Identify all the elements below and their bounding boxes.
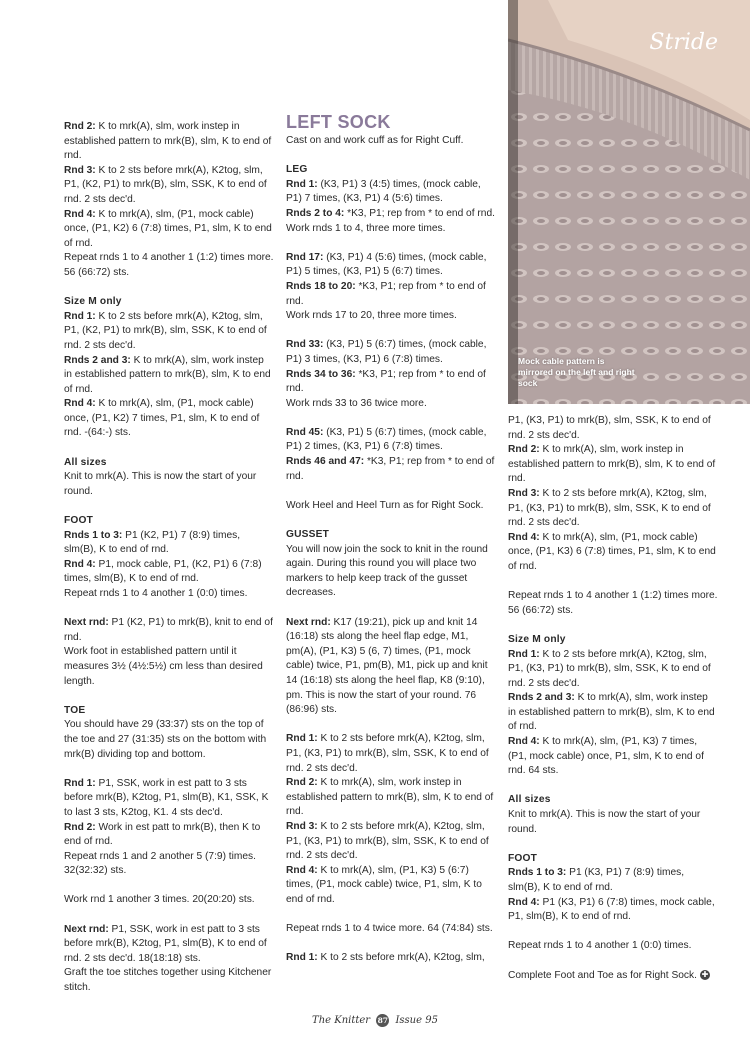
pattern-instruction: [508, 531, 718, 575]
pattern-instruction: [286, 134, 496, 149]
instruction-text: Work rnds 1 to 4, three more times.: [286, 222, 446, 234]
round-label: Rnd 4:: [64, 398, 96, 410]
pattern-instruction: [64, 120, 274, 164]
round-label: Rnd 2:: [508, 444, 540, 456]
pattern-instruction: [508, 735, 718, 779]
round-label: Rnd 3:: [286, 820, 318, 832]
pattern-instruction: [286, 251, 496, 280]
pattern-instruction: [286, 338, 496, 367]
instruction-text: P1, (K3, P1) to mrk(B), slm, SSK, K to end of rnd. 2 sts dec'd.: [508, 415, 711, 441]
instruction-text: P1 (K3, P1) 6 (7:8) times, mock cable, P1, slm(B), K to end of rnd.: [508, 896, 715, 923]
instruction-text: Work Heel and Heel Turn as for Right Sock.: [286, 499, 484, 511]
pattern-instruction: [64, 821, 274, 850]
section-heading: LEG: [286, 164, 308, 176]
round-label: Rnd 1:: [286, 178, 318, 190]
pattern-instruction: [508, 648, 718, 692]
round-label: Rnd 4:: [508, 736, 540, 748]
instruction-text: K to mrk(A), slm, work instep in established pattern to mrk(B), slm, K to end of rnd.: [286, 777, 494, 818]
instruction-text: K to mrk(A), slm, (P1, mock cable) once, (P1, K3) 6 (7:8) times, P1, slm, K to end of rnd.: [508, 531, 716, 572]
paragraph-spacer: [508, 837, 718, 852]
round-label: Rnd 1:: [64, 777, 96, 789]
section-heading: TOE: [64, 704, 86, 716]
instruction-text: K to 2 sts before mrk(A), K2tog, slm, P1, (K3, P1) to mrk(B), slm, SSK, K to end of rnd. 2 sts dec'd.: [508, 487, 711, 529]
round-label: Rnd 4:: [286, 864, 318, 876]
section-heading: All sizes: [508, 794, 551, 806]
issue-number: Issue 95: [395, 1015, 438, 1026]
pattern-instruction: [286, 368, 496, 397]
instruction-text: (K3, P1) 4 (5:6) times, (mock cable, P1) 5 times, (K3, P1) 5 (6:7) times.: [286, 251, 487, 278]
paragraph-spacer: [286, 324, 496, 339]
round-label: Rnd 17:: [286, 251, 324, 263]
instruction-text: (K3, P1) 5 (6:7) times, (mock cable, P1) 3 times, (K3, P1) 6 (7:8) times.: [286, 339, 487, 365]
pattern-instruction: [286, 309, 496, 324]
instruction-text: K to 2 sts before mrk(A), K2tog, slm, P1, (K3, P1) to mrk(B), slm, SSK, K to end of rnd. 2 sts dec'd.: [286, 820, 489, 862]
pattern-instruction: [64, 354, 274, 398]
round-label: Next rnd:: [64, 923, 109, 935]
magazine-name: The Knitter: [312, 1015, 371, 1026]
section-heading: Size M only: [64, 296, 122, 308]
round-label: Next rnd:: [64, 617, 109, 629]
pattern-instruction: [286, 820, 496, 864]
section-heading: GUSSET: [286, 529, 330, 541]
pattern-instruction: [64, 164, 274, 208]
pattern-instruction: [64, 470, 274, 499]
pattern-instruction: [508, 443, 718, 487]
instruction-text: K to mrk(A), slm, work instep in established pattern to mrk(B), slm, K to end of rnd.: [508, 444, 716, 485]
left-sock-heading: LEFT SOCK: [286, 112, 391, 132]
pattern-instruction: [64, 850, 274, 879]
round-label: Rnd 3:: [508, 487, 540, 499]
round-label: Rnd 45:: [286, 426, 324, 438]
photo-caption: Mock cable pattern is mirrored on the left and right sock: [518, 356, 635, 388]
sock-photo-illustration: [508, 0, 750, 404]
instruction-text: P1, SSK, work in est patt to 3 sts before mrk(B), K2tog, P1, slm(B), K to end of rnd. 2 sts dec'd. 18(18:18) sts.: [64, 923, 267, 964]
paragraph-spacer: [508, 954, 718, 969]
instruction-text: Work rnd 1 another 3 times. 20(20:20) sts.: [64, 894, 255, 906]
pattern-instruction: [508, 414, 718, 443]
pattern-instruction: [286, 616, 496, 718]
round-label: Rnd 33:: [286, 339, 324, 351]
paragraph-spacer: [64, 762, 274, 777]
round-label: Rnds 2 and 3:: [64, 354, 131, 366]
instruction-text: P1 (K2, P1) to mrk(B), knit to end of rnd.: [64, 617, 273, 643]
round-label: Rnd 4:: [508, 531, 540, 543]
column-1: [64, 120, 274, 996]
round-label: Rnd 4:: [64, 208, 96, 220]
pattern-instruction: [508, 866, 718, 895]
instruction-text: K17 (19:21), pick up and knit 14 (16:18) sts along the heel flap edge, M1, pm(A), (P1, K3) 5 (6, 7) times, (P1, mock cable) twice, P1, pm(B), M1, pick up and knit 14 (16:18) sts along the heel flap, K8 (9:10), pm. This is now the start of your round. 76 (86:96) sts.: [286, 616, 488, 716]
pattern-instruction: [286, 864, 496, 908]
instruction-text: Work foot in established pattern until it measures 3½ (4½:5½) cm less than desired length.: [64, 646, 263, 687]
instruction-text: (K3, P1) 3 (4:5) times, (mock cable, P1) 7 times, (K3, P1) 4 (5:6) times.: [286, 178, 481, 205]
instruction-text: Complete Foot and Toe as for Right Sock.: [508, 969, 697, 981]
paragraph-spacer: [64, 908, 274, 923]
round-label: Rnds 1 to 3:: [508, 867, 567, 879]
pattern-instruction: [286, 397, 496, 412]
instruction-text: Work in est patt to mrk(B), then K to end of rnd.: [64, 821, 261, 848]
round-label: Rnds 18 to 20:: [286, 280, 356, 292]
instruction-text: K to 2 sts before mrk(A), K2tog, slm, P1, (K2, P1) to mrk(B), slm, SSK, K to end of rnd. 2 sts dec'd.: [64, 164, 267, 205]
instruction-text: Knit to mrk(A). This is now the start of your round.: [508, 809, 701, 835]
paragraph-spacer: [508, 779, 718, 794]
paragraph-spacer: [64, 441, 274, 456]
round-label: Rnds 34 to 36:: [286, 368, 356, 380]
round-label: Rnd 2:: [286, 777, 318, 789]
paragraph-spacer: [64, 602, 274, 617]
section-heading: FOOT: [508, 852, 538, 864]
pattern-instruction: [64, 251, 274, 280]
paragraph-spacer: [286, 601, 496, 616]
pattern-instruction: [286, 543, 496, 601]
instruction-text: *K3, P1; rep from * to end of rnd.: [286, 456, 495, 482]
instruction-text: K to mrk(A), slm, (P1, K3) 7 times, (P1, mock cable) once, P1, slm, K to end of rnd. 64 sts.: [508, 736, 704, 777]
paragraph-spacer: [64, 281, 274, 296]
instruction-text: *K3, P1; rep from * to end of rnd.: [344, 207, 495, 219]
round-label: Rnd 2:: [64, 121, 96, 132]
pattern-instruction: [64, 923, 274, 967]
pattern-instruction: [508, 808, 718, 837]
paragraph-spacer: [286, 149, 496, 164]
instruction-text: You will now join the sock to knit in the round again. During this round you will place two markers to help keep track of the gusset decreases.: [286, 543, 488, 599]
pattern-instruction: [508, 691, 718, 735]
brand-title: Stride: [649, 30, 718, 55]
instruction-text: Graft the toe stitches together using Kitchener stitch.: [64, 967, 272, 994]
pattern-instruction: [64, 893, 274, 908]
instruction-text: Repeat rnds 1 to 4 another 1 (0:0) times.: [508, 940, 692, 952]
round-label: Rnd 2:: [64, 821, 96, 833]
paragraph-spacer: [286, 411, 496, 426]
pattern-instruction: [286, 732, 496, 776]
end-of-pattern-icon: ✚: [701, 969, 709, 979]
pattern-instruction: [64, 616, 274, 645]
paragraph-spacer: [286, 907, 496, 922]
pattern-instruction: [64, 558, 274, 587]
pattern-instruction: [64, 777, 274, 821]
pattern-instruction: [64, 310, 274, 354]
round-label: Rnd 4:: [508, 896, 540, 908]
sock-photo: [508, 0, 750, 404]
pattern-instruction: [286, 426, 496, 455]
pattern-instruction: [286, 207, 496, 222]
paragraph-spacer: [508, 575, 718, 590]
instruction-text: Work rnds 17 to 20, three more times.: [286, 310, 457, 322]
paragraph-spacer: [508, 925, 718, 940]
pattern-instruction: [286, 280, 496, 309]
pattern-instruction: [64, 645, 274, 689]
round-label: Rnd 1:: [286, 733, 318, 745]
instruction-text: P1 (K3, P1) 7 (8:9) times, slm(B), K to end of rnd.: [508, 867, 685, 893]
instruction-text: Repeat rnds 1 to 4 another 1 (1:2) times more. 56 (66:72) sts.: [508, 590, 718, 616]
round-label: Rnds 2 and 3:: [508, 692, 575, 704]
pattern-instruction: [508, 939, 718, 954]
pattern-instruction: [64, 529, 274, 558]
instruction-text: *K3, P1; rep from * to end of rnd.: [286, 280, 486, 307]
pattern-instruction: [286, 455, 496, 484]
instruction-text: Knit to mrk(A). This is now the start of your round.: [64, 471, 257, 497]
pattern-instruction: [286, 178, 496, 207]
pattern-instruction: [286, 951, 496, 966]
instruction-text: *K3, P1; rep from * to end of rnd.: [286, 368, 486, 395]
instruction-text: You should have 29 (33:37) sts on the top of the toe and 27 (31:35) sts on the bottom with mrk(B) dividing top and bottom.: [64, 719, 267, 760]
paragraph-spacer: [64, 499, 274, 514]
paragraph-spacer: [286, 937, 496, 952]
instruction-text: K to mrk(A), slm, work instep in established pattern to mrk(B), slm, K to end of rnd.: [508, 692, 715, 733]
instruction-text: K to 2 sts before mrk(A), K2tog, slm, P1, (K3, P1) to mrk(B), slm, SSK, K to end of rnd. 2 sts dec'd.: [286, 733, 489, 774]
round-label: Rnds 46 and 47:: [286, 456, 365, 468]
pattern-instruction: [508, 969, 718, 984]
column-2: [286, 112, 496, 966]
round-label: Rnd 1:: [508, 648, 540, 660]
round-label: Rnds 2 to 4:: [286, 207, 345, 219]
column-3: [508, 414, 718, 983]
pattern-instruction: [286, 776, 496, 820]
instruction-text: Cast on and work cuff as for Right Cuff.: [286, 135, 464, 146]
pattern-instruction: [286, 922, 496, 937]
pattern-instruction: [64, 587, 274, 602]
paragraph-spacer: [64, 689, 274, 704]
instruction-text: Repeat rnds 1 to 4 twice more. 64 (74:84) sts.: [286, 923, 493, 935]
instruction-text: Repeat rnds 1 to 4 another 1 (0:0) times.: [64, 588, 248, 599]
paragraph-spacer: [286, 236, 496, 251]
pattern-instruction: [64, 208, 274, 252]
instruction-text: Repeat rnds 1 to 4 another 1 (1:2) times more. 56 (66:72) sts.: [64, 252, 274, 278]
paragraph-spacer: [286, 718, 496, 733]
pattern-instruction: [508, 487, 718, 531]
pattern-instruction: [64, 966, 274, 995]
section-heading: All sizes: [64, 456, 107, 468]
instruction-text: K to 2 sts before mrk(A), K2tog, slm,: [317, 952, 485, 964]
pattern-instruction: [508, 589, 718, 618]
instruction-text: P1 (K2, P1) 7 (8:9) times, slm(B), K to end of rnd.: [64, 529, 241, 556]
paragraph-spacer: [508, 618, 718, 633]
instruction-text: (K3, P1) 5 (6:7) times, (mock cable, P1) 2 times, (K3, P1) 6 (7:8) times.: [286, 426, 487, 453]
pattern-instruction: [286, 499, 496, 514]
round-label: Rnd 3:: [64, 164, 96, 176]
instruction-text: K to mrk(A), slm, (P1, K3) 5 (6:7) times, (P1, mock cable) twice, P1, slm, K to end of rnd.: [286, 864, 482, 905]
pattern-instruction: [64, 397, 274, 441]
pattern-instruction: [64, 718, 274, 762]
paragraph-spacer: [286, 513, 496, 528]
instruction-text: K to mrk(A), slm, (P1, mock cable) once, (P1, K2) 6 (7:8) times, P1, slm, K to end of rnd.: [64, 208, 272, 249]
pattern-instruction: [286, 222, 496, 237]
instruction-text: Repeat rnds 1 and 2 another 5 (7:9) times. 32(32:32) sts.: [64, 850, 256, 877]
paragraph-spacer: [64, 879, 274, 894]
round-label: Next rnd:: [286, 616, 331, 628]
instruction-text: K to mrk(A), slm, work instep in established pattern to mrk(B), slm, K to end of rnd.: [64, 354, 271, 395]
paragraph-spacer: [286, 484, 496, 499]
instruction-text: K to 2 sts before mrk(A), K2tog, slm, P1, (K3, P1) to mrk(B), slm, SSK, K to end of rnd. 2 sts dec'd.: [508, 648, 711, 689]
instruction-text: K to mrk(A), slm, work instep in established pattern to mrk(B), slm, K to end of rnd.: [64, 121, 272, 162]
instruction-text: P1, mock cable, P1, (K2, P1) 6 (7:8) times, slm(B), K to end of rnd.: [64, 558, 262, 585]
round-label: Rnds 1 to 3:: [64, 529, 123, 541]
round-label: Rnd 1:: [286, 952, 318, 964]
round-label: Rnd 1:: [64, 310, 96, 322]
round-label: Rnd 4:: [64, 558, 96, 570]
page-number: 87: [377, 1016, 388, 1025]
section-heading: FOOT: [64, 515, 94, 527]
page-footer: [0, 1014, 750, 1027]
pattern-instruction: [508, 896, 718, 925]
section-heading: Size M only: [508, 633, 566, 645]
instruction-text: Work rnds 33 to 36 twice more.: [286, 397, 427, 409]
instruction-text: K to mrk(A), slm, (P1, mock cable) once, (P1, K2) 7 times, P1, slm, K to end of rnd. -(64:-) sts.: [64, 398, 260, 439]
instruction-text: K to 2 sts before mrk(A), K2tog, slm, P1, (K2, P1) to mrk(B), slm, SSK, K to end of rnd. 2 sts dec'd.: [64, 310, 267, 351]
instruction-text: P1, SSK, work in est patt to 3 sts before mrk(B), K2tog, P1, slm(B), K1, SSK, K to last 3 sts, K2tog, K1. 4 sts dec'd.: [64, 777, 269, 818]
